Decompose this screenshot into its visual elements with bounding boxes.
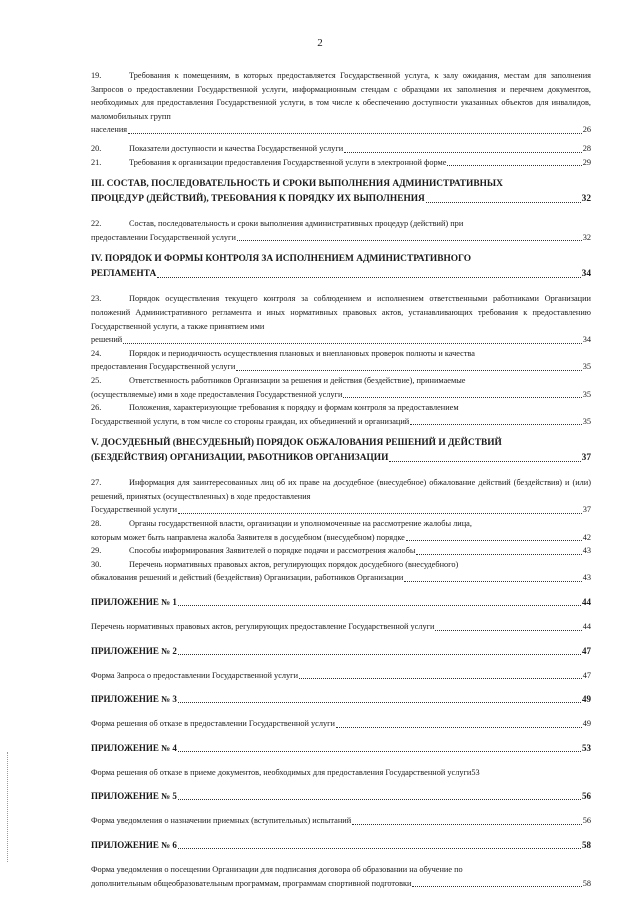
page-ref: 29 (582, 157, 591, 167)
toc-appendix-4-desc[interactable]: Форма решения об отказе в приеме документов, необходимых для предоставления Государственной услуги 53 (91, 766, 591, 780)
page-ref: 49 (582, 694, 591, 705)
toc-section-4[interactable]: IV. ПОРЯДОК И ФОРМЫ КОНТРОЛЯ ЗА ИСПОЛНЕНИЕМ АДМИНИСТРАТИВНОГО РЕГЛАМЕНТА 34 (91, 252, 591, 281)
page-ref: 35 (582, 362, 591, 372)
margin-mark (7, 752, 9, 862)
page-ref: 58 (582, 878, 591, 888)
page-ref: 34 (581, 268, 591, 279)
toc-appendix-1[interactable]: ПРИЛОЖЕНИЕ № 1 44 (91, 597, 591, 608)
toc-entry-20[interactable]: 20. Показатели доступности и качества Государственной услуги 28 (91, 142, 591, 156)
toc-section-5[interactable]: V. ДОСУДЕБНЫЙ (ВНЕСУДЕБНЫЙ) ПОРЯДОК ОБЖАЛОВАНИЯ РЕШЕНИЙ И ДЕЙСТВИЙ (БЕЗДЕЙСТВИЯ) ОРГАНИЗАЦИИ, РАБОТНИКОВ ОРГАНИЗАЦИИ 37 (91, 436, 591, 465)
toc-entry-24[interactable]: 24. Порядок и периодичность осуществления плановых и внеплановых проверок полноты и качества предоставления Государственной услуги 35 (91, 347, 591, 374)
page-ref: 35 (582, 389, 591, 399)
page-ref: 35 (582, 416, 591, 426)
toc-appendix-6[interactable]: ПРИЛОЖЕНИЕ № 6 58 (91, 840, 591, 850)
toc-appendix-3[interactable]: ПРИЛОЖЕНИЕ № 3 49 (91, 694, 591, 705)
toc-section-3[interactable]: III. СОСТАВ, ПОСЛЕДОВАТЕЛЬНОСТЬ И СРОКИ ВЫПОЛНЕНИЯ АДМИНИСТРАТИВНЫХ ПРОЦЕДУР (ДЕЙСТВИЙ), ТРЕБОВАНИЯ К ПОРЯДКУ ИХ ВЫПОЛНЕНИЯ 32 (91, 177, 591, 206)
toc-appendix-2-desc[interactable]: Форма Запроса о предоставлении Государственной услуги 47 (91, 669, 591, 683)
toc-entry-25[interactable]: 25. Ответственность работников Организации за решения и действия (бездействие), принимаемые (осуществляемые) ими в ходе предоставления Государственной услуги 35 (91, 374, 591, 401)
page-ref: 28 (582, 143, 591, 153)
page-ref: 47 (582, 645, 591, 656)
page-ref: 58 (582, 840, 591, 850)
table-of-contents (91, 69, 591, 890)
toc-entry-30[interactable]: 30. Перечень нормативных правовых актов, регулирующих порядок досудебного (внесудебного) обжалования решений и действий (бездействия) Организации, работников Организации 43 (91, 558, 591, 585)
page-ref: 44 (582, 622, 591, 632)
page-ref: 32 (581, 193, 591, 204)
page-ref: 56 (582, 816, 591, 826)
toc-entry-22[interactable]: 22. Состав, последовательность и сроки выполнения административных процедур (действий) при предоставлении Государственной услуги 32 (91, 217, 591, 244)
page-ref: 53 (582, 742, 591, 753)
page-ref: 49 (582, 719, 591, 729)
toc-appendix-5[interactable]: ПРИЛОЖЕНИЕ № 5 56 (91, 791, 591, 802)
page-ref: 32 (582, 232, 591, 242)
page-ref: 44 (582, 597, 591, 608)
toc-entry-26[interactable]: 26. Положения, характеризующие требования к порядку и формам контроля за предоставлением Государственной услуги, в том числе со стороны граждан, их объединений и организаций 35 (91, 401, 591, 428)
toc-appendix-4[interactable]: ПРИЛОЖЕНИЕ № 4 53 (91, 742, 591, 753)
toc-entry-21[interactable]: 21. Требования к организации предоставления Государственной услуги в электронной форме 29 (91, 156, 591, 170)
toc-entry-29[interactable]: 29. Способы информирования Заявителей о порядке подачи и рассмотрения жалобы 43 (91, 544, 591, 558)
page-ref: 56 (582, 791, 591, 802)
page-ref: 43 (582, 573, 591, 583)
page-ref: 37 (581, 452, 591, 463)
page-ref: 43 (582, 546, 591, 556)
page-number: 2 (317, 37, 323, 49)
toc-appendix-2[interactable]: ПРИЛОЖЕНИЕ № 2 47 (91, 645, 591, 656)
page-ref: 53 (471, 767, 480, 777)
toc-entry-23[interactable]: 23. Порядок осуществления текущего контроля за соблюдением и исполнением ответственными работниками Организации положений Административного регламента и иных нормативных правовых актов, устанавливающих требования к предоставлению Государственной услуги, а также принятием ими решений 34 (91, 292, 591, 346)
toc-appendix-5-desc[interactable]: Форма уведомления о назначении приемных (вступительных) испытаний 56 (91, 814, 591, 828)
page-ref: 42 (582, 532, 591, 542)
page-ref: 26 (582, 125, 591, 135)
toc-appendix-1-desc[interactable]: Перечень нормативных правовых актов, регулирующих предоставление Государственной услуги 44 (91, 620, 591, 634)
toc-appendix-6-desc[interactable]: Форма уведомления о посещении Организации для подписания договора об образовании на обучение по дополнительным общеобразовательным программам, программам спортивной подготовки 58 (91, 863, 591, 890)
page-ref: 37 (582, 505, 591, 515)
toc-appendix-3-desc[interactable]: Форма решения об отказе в предоставлении Государственной услуги 49 (91, 717, 591, 731)
toc-entry-27[interactable]: 27. Информация для заинтересованных лиц об их праве на досудебное (внесудебное) обжалование действий (бездействия) и (или) решений, принятых (осуществленных) в ходе предоставления Государственной услуги 37 (91, 476, 591, 517)
toc-entry-28[interactable]: 28. Органы государственной власти, организации и уполномоченные на рассмотрение жалобы лица, которым может быть направлена жалоба Заявителя в досудебном (внесудебном) порядке 42 (91, 517, 591, 544)
toc-entry-19[interactable]: 19. Требования к помещениям, в которых предоставляется Государственной услуга, к залу ожидания, местам для заполнения Запросов о предоставлении Государственной услуги, информационным стендам с образцами их заполнения и перечнем документов, необходимых для предоставления Государственной услуги, в том числе к обеспечению доступности указанных объектов для инвалидов, маломобильных групп населения 26 (91, 69, 591, 137)
page-ref: 47 (582, 670, 591, 680)
page-ref: 34 (582, 335, 591, 345)
